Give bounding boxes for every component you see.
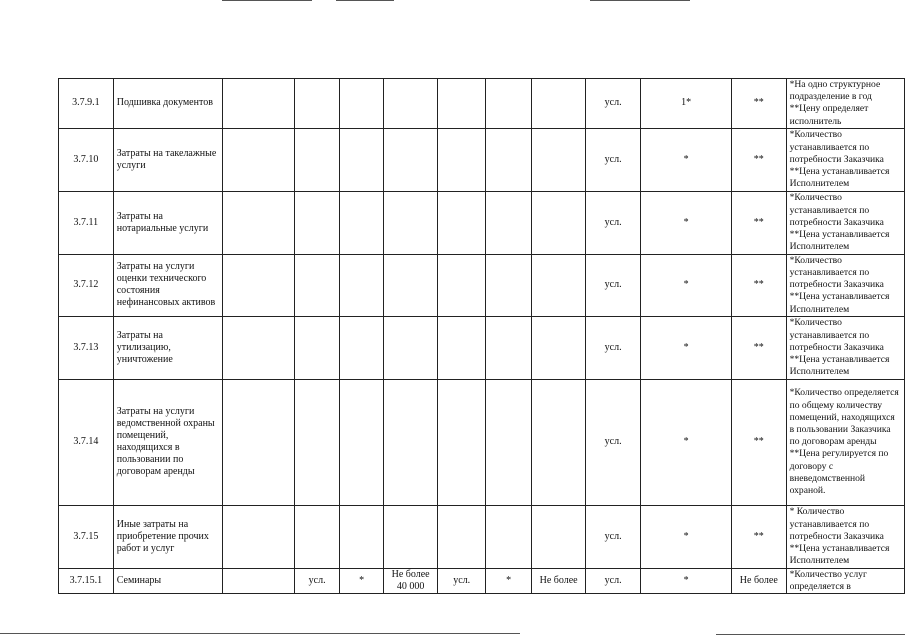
row-note: * Количество устанавливается по потребности Заказчика **Цена устанавливается Исполнителем — [786, 505, 904, 568]
scan-bottom-line — [0, 633, 520, 634]
cost-table — [58, 78, 905, 594]
scan-bottom-line-2 — [716, 634, 905, 635]
row-note: *Количество устанавливается по потребности Заказчика **Цена устанавливается Исполнителем — [786, 128, 904, 191]
row-limit-b: Не более — [532, 568, 586, 593]
row-unit-b: усл. — [438, 568, 486, 593]
table-row — [59, 379, 905, 505]
row-name: Подшивка документов — [113, 79, 222, 129]
table-row — [59, 191, 905, 254]
row-price: ** — [732, 316, 787, 379]
row-number: 3.7.14 — [59, 379, 114, 505]
scan-top-line-3 — [590, 0, 690, 1]
row-note: *Количество устанавливается по потребности Заказчика **Цена устанавливается Исполнителем — [786, 316, 904, 379]
table-row — [59, 254, 905, 316]
row-unit: усл. — [585, 379, 640, 505]
row-note: *Количество определяется по общему количеству помещений, находящихся в пользовании Заказчика по договорам аренды **Цена регулируется по договору с вневедомственной охраной. — [786, 379, 904, 505]
row-name: Затраты на услуги оценки технического состояния нефинансовых активов — [113, 254, 222, 316]
row-unit: усл. — [585, 505, 640, 568]
row-price: Не более — [732, 568, 787, 593]
row-name: Затраты на утилизацию, уничтожение — [113, 316, 222, 379]
row-unit: усл. — [585, 79, 640, 129]
table-row — [59, 505, 905, 568]
row-unit: усл. — [585, 191, 640, 254]
row-unit: усл. — [585, 128, 640, 191]
row-qty-b: * — [485, 568, 531, 593]
row-price: ** — [732, 191, 787, 254]
row-price: ** — [732, 379, 787, 505]
row-number: 3.7.10 — [59, 128, 114, 191]
row-number: 3.7.15 — [59, 505, 114, 568]
row-note: *Количество услуг определяется в — [786, 568, 904, 593]
row-name: Иные затраты на приобретение прочих работ и услуг — [113, 505, 222, 568]
scan-top-line-2 — [336, 0, 394, 1]
scan-top-line-1 — [222, 0, 312, 1]
row-number: 3.7.15.1 — [59, 568, 114, 593]
row-qty: * — [641, 128, 732, 191]
row-unit: усл. — [585, 568, 640, 593]
row-number: 3.7.13 — [59, 316, 114, 379]
row-number: 3.7.12 — [59, 254, 114, 316]
row-name: Затраты на такелажные услуги — [113, 128, 222, 191]
row-qty: * — [641, 254, 732, 316]
row-price: ** — [732, 79, 787, 129]
row-qty: * — [641, 505, 732, 568]
row-name: Затраты на нотариальные услуги — [113, 191, 222, 254]
row-name: Семинары — [113, 568, 222, 593]
row-note: *Количество устанавливается по потребности Заказчика **Цена устанавливается Исполнителем — [786, 254, 904, 316]
row-limit-a: Не более 40 000 — [383, 568, 438, 593]
row-unit: усл. — [585, 316, 640, 379]
table-row — [59, 79, 905, 129]
table-row — [59, 316, 905, 379]
row-unit: усл. — [585, 254, 640, 316]
row-qty-a: * — [340, 568, 383, 593]
row-number: 3.7.9.1 — [59, 79, 114, 129]
row-qty: * — [641, 316, 732, 379]
row-price: ** — [732, 254, 787, 316]
table-row — [59, 568, 905, 593]
row-qty: * — [641, 568, 732, 593]
row-qty: * — [641, 191, 732, 254]
row-note: *На одно структурное подразделение в год **Цену определяет исполнитель — [786, 79, 904, 129]
row-name: Затраты на услуги ведомственной охраны помещений, находящихся в пользовании по договорам аренды — [113, 379, 222, 505]
row-unit-a: усл. — [294, 568, 340, 593]
row-qty: * — [641, 379, 732, 505]
row-price: ** — [732, 505, 787, 568]
row-price: ** — [732, 128, 787, 191]
row-qty: 1* — [641, 79, 732, 129]
row-note: *Количество устанавливается по потребности Заказчика **Цена устанавливается Исполнителем — [786, 191, 904, 254]
table-row — [59, 128, 905, 191]
row-number: 3.7.11 — [59, 191, 114, 254]
